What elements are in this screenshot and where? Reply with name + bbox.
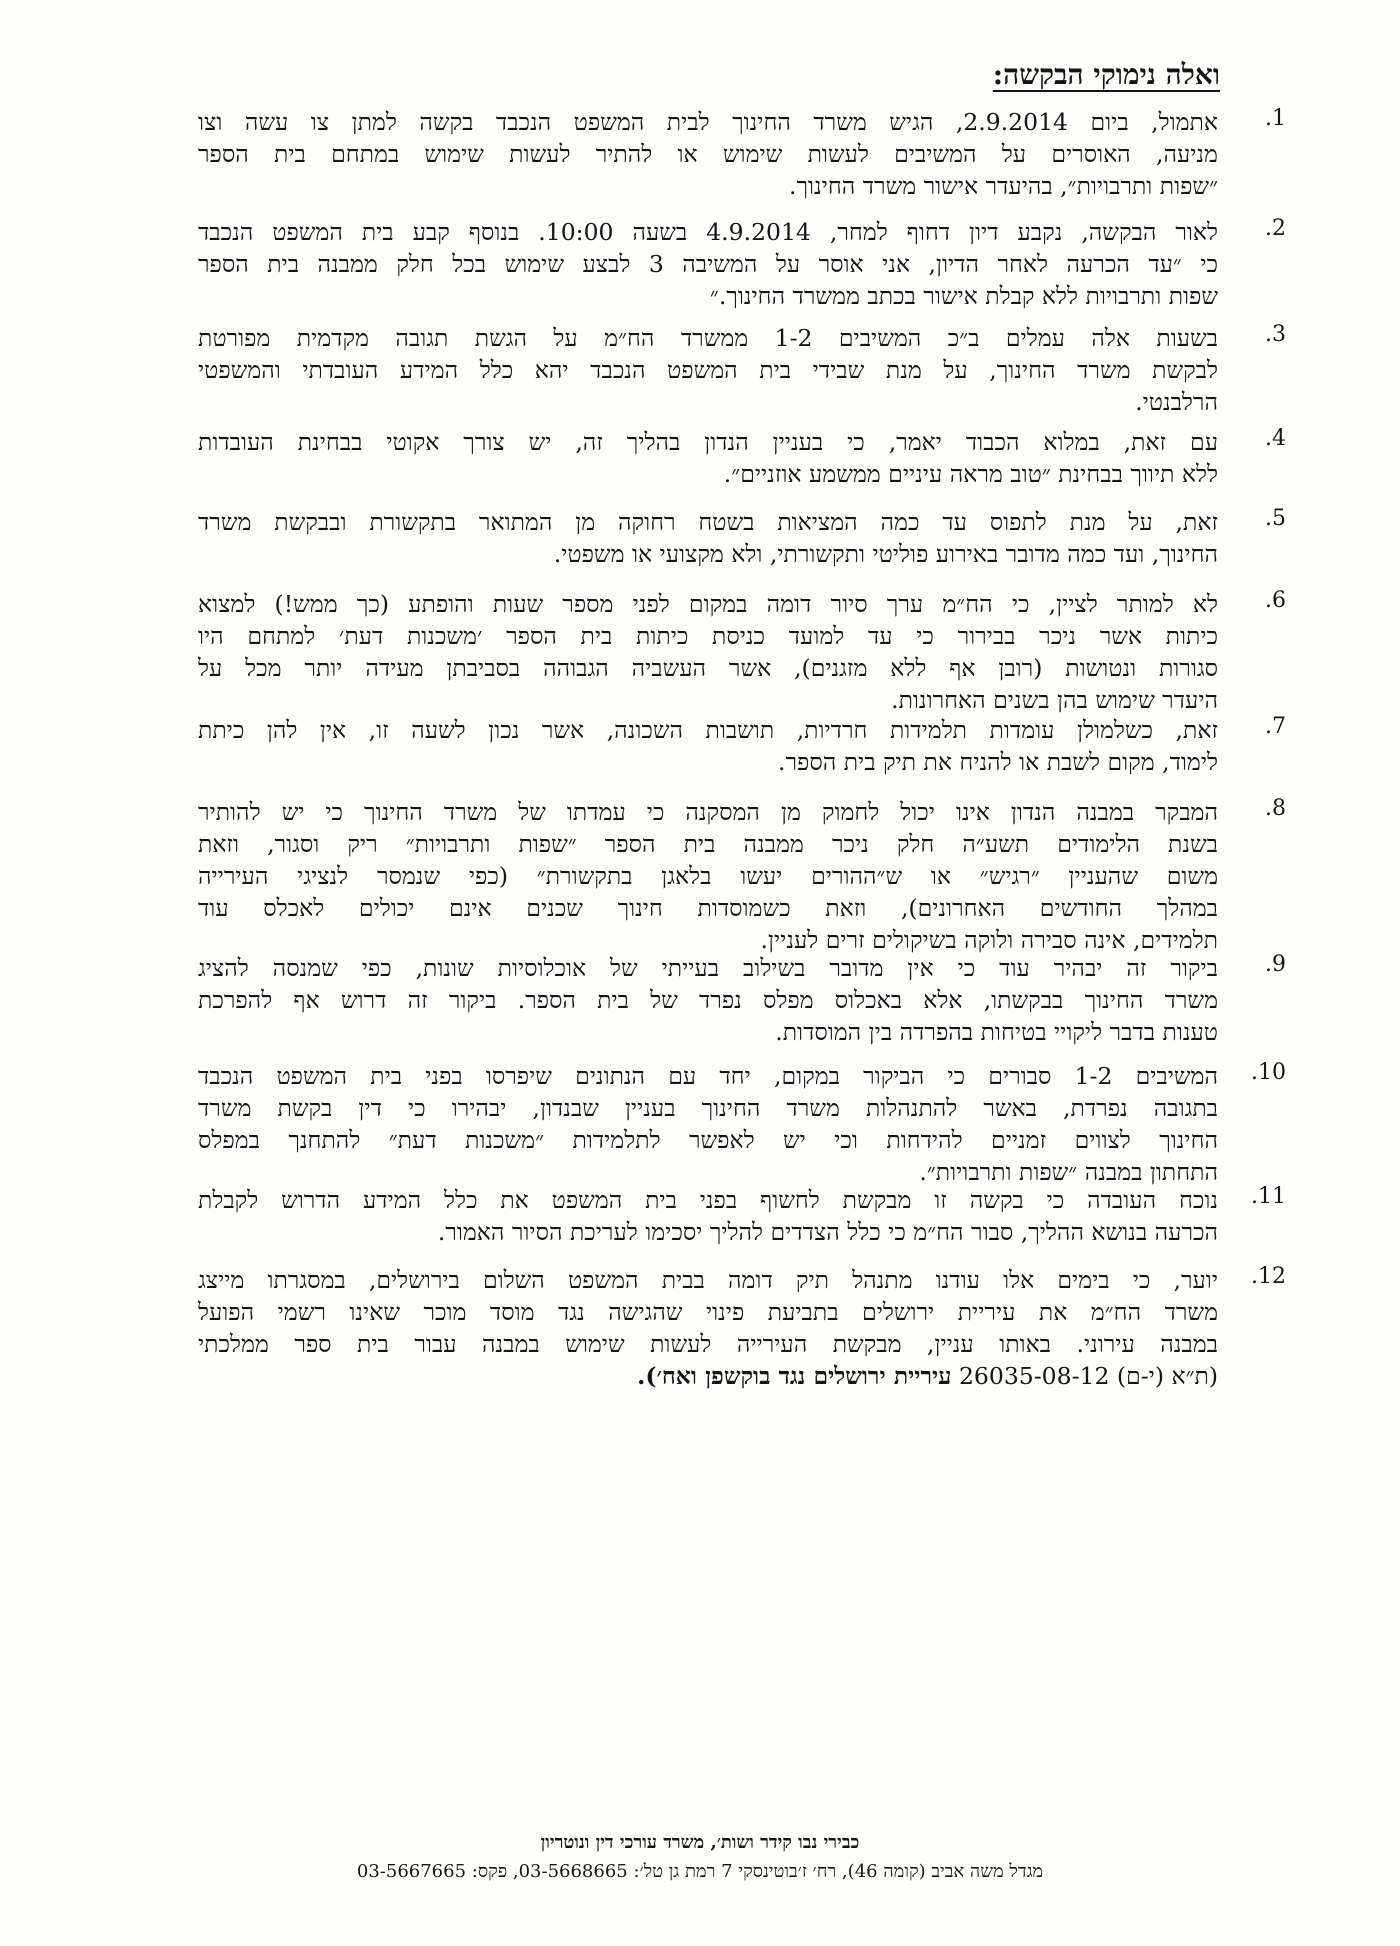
paragraph-line: במבנה עירוני. באותו עניין, מבקשת העירייה לעשות שימוש במבנה עבור בית ספר ממלכתי <box>198 1330 1218 1358</box>
paragraph-line: כי ״עד הכרעה לאחר הדיון, אני אוסר על המשיבה 3 לבצע שימוש בכל חלק ממבנה בית הספר <box>198 250 1218 278</box>
paragraph-number: .10 <box>1251 1060 1286 1085</box>
paragraph-line: נוכח העובדה כי בקשה זו מבקשת לחשוף בפני בית המשפט את כלל המידע הדרוש לקבלת <box>198 1186 1218 1214</box>
paragraph-number: .2 <box>1265 216 1286 241</box>
paragraph-line: סגורות ונטושות (רובן אף ללא מזגנים), אשר העשביה הגבוהה בסביבתן מעידה יותר מכל על <box>198 654 1218 682</box>
paragraph-line: הרלבנטי. <box>1135 388 1218 416</box>
paragraph-text <box>198 322 1218 418</box>
firm-address: מגדל משה אביב (קומה 46), רח׳ ז׳בוטינסקי 7 רמת גן טל׳: 03-5668665, פקס: 03-5667665 <box>356 1861 1044 1882</box>
paragraph-text <box>198 714 1218 778</box>
paragraph-line: בשנת הלימודים תשע״ה חלק ניכר ממבנה בית הספר ״שפות ותרבויות״ ריק וסגור, וזאת <box>198 830 1218 858</box>
paragraph <box>198 106 1286 202</box>
paragraph-text <box>198 1184 1218 1248</box>
paragraph-line: טענות בדבר ליקויי בטיחות בהפרדה בין המוסדות. <box>775 1018 1218 1046</box>
paragraph <box>198 322 1286 418</box>
paragraph-line: החינוך, ועד כמה מדובר באירוע פוליטי ותקשורתי, ולא מקצועי או משפטי. <box>553 540 1218 568</box>
paragraph-text <box>198 506 1218 570</box>
paragraph <box>198 426 1286 490</box>
paragraph-number: .1 <box>1265 106 1286 131</box>
paragraph-line: אתמול, ביום 2.9.2014, הגיש משרד החינוך לבית המשפט הנכבד בקשה למתן צו עשה וצו <box>198 108 1218 136</box>
paragraph-line: כיתות אשר ניכר בבירור כי עד למועד כניסת כיתות בית הספר ׳משכנות דעת׳ למתחם היו <box>198 622 1218 650</box>
citation-suffix: ). <box>637 1362 657 1390</box>
paragraph-number: .11 <box>1251 1184 1286 1209</box>
paragraph-line: ללא תיווך בבחינת ״טוב מראה עיניים ממשמע אוזניים״. <box>723 460 1218 488</box>
paragraph-number: .4 <box>1265 426 1286 451</box>
paragraph <box>198 952 1286 1048</box>
paragraph <box>198 1060 1286 1188</box>
paragraph <box>198 1264 1286 1392</box>
paragraph-text <box>198 588 1218 716</box>
paragraph-line: ביקור זה יבהיר עוד כי אין מדובר בשילוב בעייתי של אוכלוסיות שונות, כפי שמנסה להציג <box>198 954 1218 982</box>
paragraph-line: מניעה, האוסרים על המשיבים לעשות שימוש או להתיר לעשות שימוש במתחם בית הספר <box>198 140 1218 168</box>
paragraph-number: .8 <box>1265 796 1286 821</box>
paragraph-line: יוער, כי בימים אלו עודנו מתנהל תיק דומה בבית המשפט השלום בירושלים, במסגרתו מייצג <box>198 1266 1218 1294</box>
paragraph-line: התחתון במבנה ״שפות ותרבויות״. <box>919 1158 1218 1186</box>
paragraph-number: .5 <box>1265 506 1286 531</box>
paragraph-line: המבקר במבנה הנדון אינו יכול לחמוק מן המסקנה כי עמדתו של משרד החינוך כי יש להותיר <box>198 798 1218 826</box>
paragraph-line: היעדר שימוש בהן בשנים האחרונות. <box>891 686 1218 714</box>
paragraph-line: זאת, על מנת לתפוס עד כמה המציאות בשטח רחוקה מן המתואר בתקשורת ובבקשת משרד <box>198 508 1218 536</box>
paragraph-line: תלמידים, אינה סבירה ולוקה בשיקולים זרים לעניין. <box>760 926 1218 954</box>
paragraph-number: .6 <box>1265 588 1286 613</box>
paragraph-line: לבקשת משרד החינוך, על מנת שבידי בית המשפט הנכבד יהא כלל המידע העובדתי והמשפטי <box>198 356 1218 384</box>
paragraph-text <box>198 426 1218 490</box>
paragraph-line: לימוד, מקום לשבת או להניח את תיק בית הספר. <box>778 748 1218 776</box>
paragraph-number: .3 <box>1265 322 1286 347</box>
paragraph-line: המשיבים 1-2 סבורים כי הביקור במקום, יחד עם הנתונים שיפרסו בפני בית המשפט הנכבד <box>198 1062 1218 1090</box>
paragraph-line: בשעות אלה עמלים ב״כ המשיבים 1-2 ממשרד הח״מ על הגשת תגובה מקדמית מפורטת <box>198 324 1218 352</box>
paragraph-line: בתגובה נפרדת, באשר להתנהלות משרד החינוך בעניין שבנדון, יבהירו כי דין בקשת משרד <box>198 1094 1218 1122</box>
paragraph-number: .9 <box>1265 952 1286 977</box>
paragraph <box>198 588 1286 716</box>
case-name: עיריית ירושלים נגד בוקשפן ואח׳ <box>656 1362 952 1390</box>
paragraph-number: .12 <box>1251 1264 1286 1289</box>
paragraph-text <box>198 796 1218 956</box>
paragraph-text <box>198 1264 1218 1392</box>
paragraph-line: משום שהעניין ״רגיש״ או ש״ההורים יעשו בלאגן בתקשורת״ (כפי שנמסר לנציגי העירייה <box>198 862 1218 890</box>
paragraph-line: משרד הח״מ את עיריית ירושלים בתביעת פינוי שהגישה נגד מוסד מוכר שאינו רשמי הפועל <box>198 1298 1218 1326</box>
paragraph-text <box>198 216 1218 312</box>
paragraph-line: לא למותר לציין, כי הח״מ ערך סיור דומה במקום לפני מספר שעות והופתע (כך ממש!) למצוא <box>198 590 1218 618</box>
citation-prefix: (ת״א (י-ם) 26035-08-12 <box>951 1362 1218 1390</box>
paragraph-number: .7 <box>1265 714 1286 739</box>
paragraph-line: משרד החינוך בבקשתו, אלא באכלוס מפלס נפרד של בית הספר. ביקור זה דרוש אף להפרכת <box>198 986 1218 1014</box>
paragraph <box>198 1184 1286 1248</box>
paragraph-text <box>198 1060 1218 1188</box>
letterhead-footer <box>0 1832 1400 1882</box>
page-title: ואלה נימוקי הבקשה: <box>992 58 1220 91</box>
paragraph <box>198 714 1286 778</box>
paragraph-line: החינוך לצווים זמניים להידחות וכי יש לאפשר לתלמידות ״משכנות דעת״ להתחנך במפלס <box>198 1126 1218 1154</box>
paragraph <box>198 796 1286 956</box>
paragraph <box>198 216 1286 312</box>
paragraph <box>198 506 1286 570</box>
paragraph-line: זאת, כשלמולן עומדות תלמידות חרדיות, תושבות השכונה, אשר נכון לשעה זו, אין להן כיתת <box>198 716 1218 744</box>
paragraph-line: ״שפות ותרבויות״, בהיעדר אישור משרד החינוך. <box>789 172 1218 200</box>
citation-line <box>198 1360 1218 1392</box>
paragraph-text <box>198 106 1218 202</box>
paragraph-line: הכרעה בנושא ההליך, סבור הח״מ כי כלל הצדדים להליך יסכימו לעריכת הסיור האמור. <box>437 1218 1218 1246</box>
paragraph-text <box>198 952 1218 1048</box>
paragraph-line: שפות ותרבויות ללא קבלת אישור בכתב ממשרד החינוך.״ <box>709 282 1218 310</box>
paragraph-line: עם זאת, במלוא הכבוד יאמר, כי בעניין הנדון בהליך זה, יש צורך אקוטי בבחינת העובדות <box>198 428 1218 456</box>
firm-name: כבירי נבו קידר ושות׳, משרד עורכי דין ונוטריון <box>540 1832 860 1853</box>
paragraph-line: לאור הבקשה, נקבע דיון דחוף למחר, 4.9.2014 בשעה 10:00. בנוסף קבע בית המשפט הנכבד <box>198 218 1218 246</box>
paragraph-line: במהלך החודשים האחרונים), וזאת כשמוסדות חינוך שכנים אינם יכולים לאכלס עוד <box>198 894 1218 922</box>
